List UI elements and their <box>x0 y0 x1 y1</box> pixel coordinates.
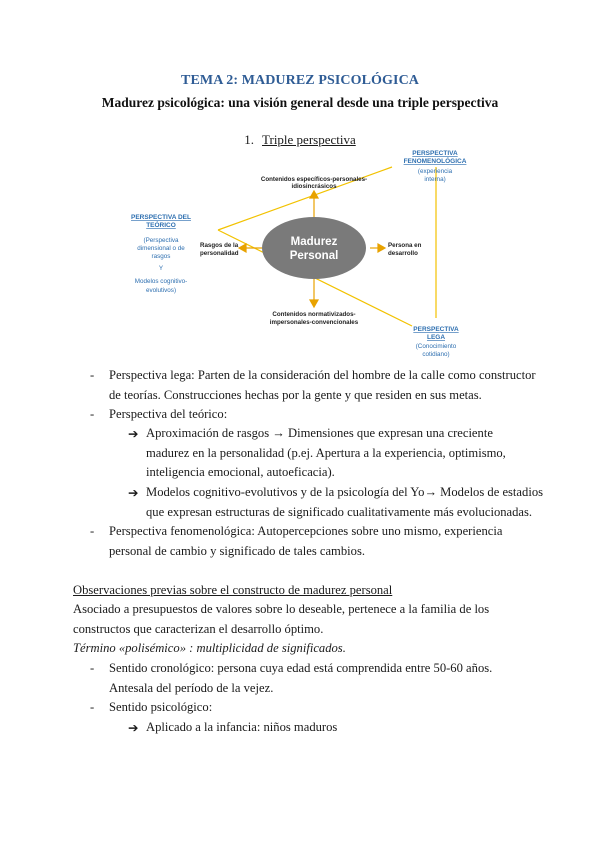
page-title: TEMA 2: MADUREZ PSICOLÓGICA <box>181 73 419 88</box>
bottom-content-1: Contenidos normativizados- <box>272 311 356 318</box>
observaciones-heading: Observaciones previas sobre el constructo de madurez personal <box>73 583 393 597</box>
teorico-sub-1: (Perspectiva <box>143 237 179 244</box>
lega-title-2: LEGA <box>426 334 446 341</box>
bullet-dash: - <box>90 407 95 421</box>
bullet-modelos-line-2: que expresan estructuras de significado cualitativamente más evolucionadas. <box>146 504 533 519</box>
teorico-sub-6: evolutivos) <box>145 287 177 294</box>
bullet-teorico: Perspectiva del teórico: <box>109 407 228 421</box>
bullet-psicologico: Sentido psicológico: <box>109 700 213 714</box>
bullet-dash: - <box>90 700 95 714</box>
bullet-infancia: Aplicado a la infancia: niños maduros <box>146 720 338 734</box>
bullet-lega-line-1: Perspectiva lega: Parten de la consideración del hombre de la calle como constructor <box>109 368 536 382</box>
teorico-sub-4: Y <box>158 265 164 272</box>
section-heading <box>0 132 600 148</box>
bullet-dash: - <box>90 661 95 675</box>
bullet-modelos <box>146 483 543 522</box>
fenomenologica-sub-2: interna) <box>424 176 446 183</box>
bullet-fenomenologica <box>109 522 502 561</box>
lega-sub-1: (Conocimiento <box>415 343 457 350</box>
top-content-1: Contenidos específicos-personales- <box>260 176 368 183</box>
termino-polisemico: Término «polisémico» : multiplicidad de significados. <box>73 641 346 655</box>
right-inner-1: Persona en <box>388 242 422 249</box>
bullet-modelos-line-1: Modelos cognitivo-evolutivos y de la psicología del Yo→ Modelos de estadios <box>146 485 544 499</box>
center-label-1: Madurez <box>290 236 338 248</box>
bullet-fenomenologica-line-2: personal de cambio y significado de tales cambios. <box>109 543 365 558</box>
top-content-2: idiosincrásicos <box>291 183 337 190</box>
bullet-dash: - <box>90 524 95 538</box>
fenomenologica-title-1: PERSPECTIVA <box>412 150 458 157</box>
bullet-cronologico-line-1: Sentido cronológico: persona cuya edad está comprendida entre 50-60 años. <box>109 661 493 675</box>
arrow-right <box>378 244 385 252</box>
bullet-rasgos <box>146 424 506 483</box>
lega-title-1: PERSPECTIVA <box>413 326 459 333</box>
bullet-cronologico <box>109 659 492 698</box>
teorico-title-1: PERSPECTIVA DEL <box>131 214 191 221</box>
observaciones-line-1: Asociado a presupuestos de valores sobre lo deseable, pertenece a la familia de los <box>73 602 490 616</box>
bullet-cronologico-line-2: Antesala del período de la vejez. <box>109 680 274 695</box>
section-number: 1. <box>244 132 254 147</box>
teorico-sub-5: Modelos cognitivo- <box>134 278 188 285</box>
left-inner-2: personalidad <box>200 250 239 257</box>
bottom-content-2: impersonales-convencionales <box>269 319 359 326</box>
arrow-down <box>310 300 318 307</box>
section-label: Triple perspectiva <box>262 132 356 147</box>
bullet-lega-line-2: de teorías. Construcciones hechas por la gente y que residen en sus metas. <box>109 387 482 402</box>
right-inner-2: desarrollo <box>388 250 418 257</box>
observaciones-paragraph <box>73 600 489 639</box>
triple-perspective-diagram <box>114 150 484 362</box>
arrow-bullet-icon: ➔ <box>128 721 139 735</box>
observaciones-line-2: constructos que caracterizan el desarrollo óptimo. <box>73 621 324 636</box>
teorico-sub-2: dimensional o de <box>137 245 185 252</box>
center-label-2: Personal <box>289 250 339 262</box>
arrow-bullet-icon: ➔ <box>128 486 139 500</box>
teorico-sub-3: rasgos <box>151 253 171 260</box>
bullet-fenomenologica-line-1: Perspectiva fenomenológica: Autopercepciones sobre uno mismo, experiencia <box>109 524 503 538</box>
bullet-rasgos-line-3: inteligencia emocional, autoeficacia). <box>146 465 335 479</box>
bullet-rasgos-line-2: madurez en la personalidad (p.ej. Apertura a la experiencia, optimismo, <box>146 445 506 460</box>
arrow-bullet-icon: ➔ <box>128 427 139 441</box>
fenomenologica-sub-1: (experiencia <box>417 168 453 175</box>
arrow-left <box>239 244 246 252</box>
teorico-title-2: TEÓRICO <box>146 222 176 229</box>
left-inner-1: Rasgos de la <box>200 242 239 249</box>
diagram-svg <box>114 150 484 362</box>
bullet-dash: - <box>90 368 95 382</box>
center-ellipse <box>262 217 366 279</box>
bullet-rasgos-line-1: Aproximación de rasgos → Dimensiones que expresan una creciente <box>146 426 493 440</box>
lega-sub-2: cotidiano) <box>422 351 450 358</box>
page-subtitle: Madurez psicológica: una visión general desde una triple perspectiva <box>101 95 499 110</box>
fenomenologica-title-2: FENOMENOLÓGICA <box>403 158 467 165</box>
bullet-lega <box>109 366 536 405</box>
